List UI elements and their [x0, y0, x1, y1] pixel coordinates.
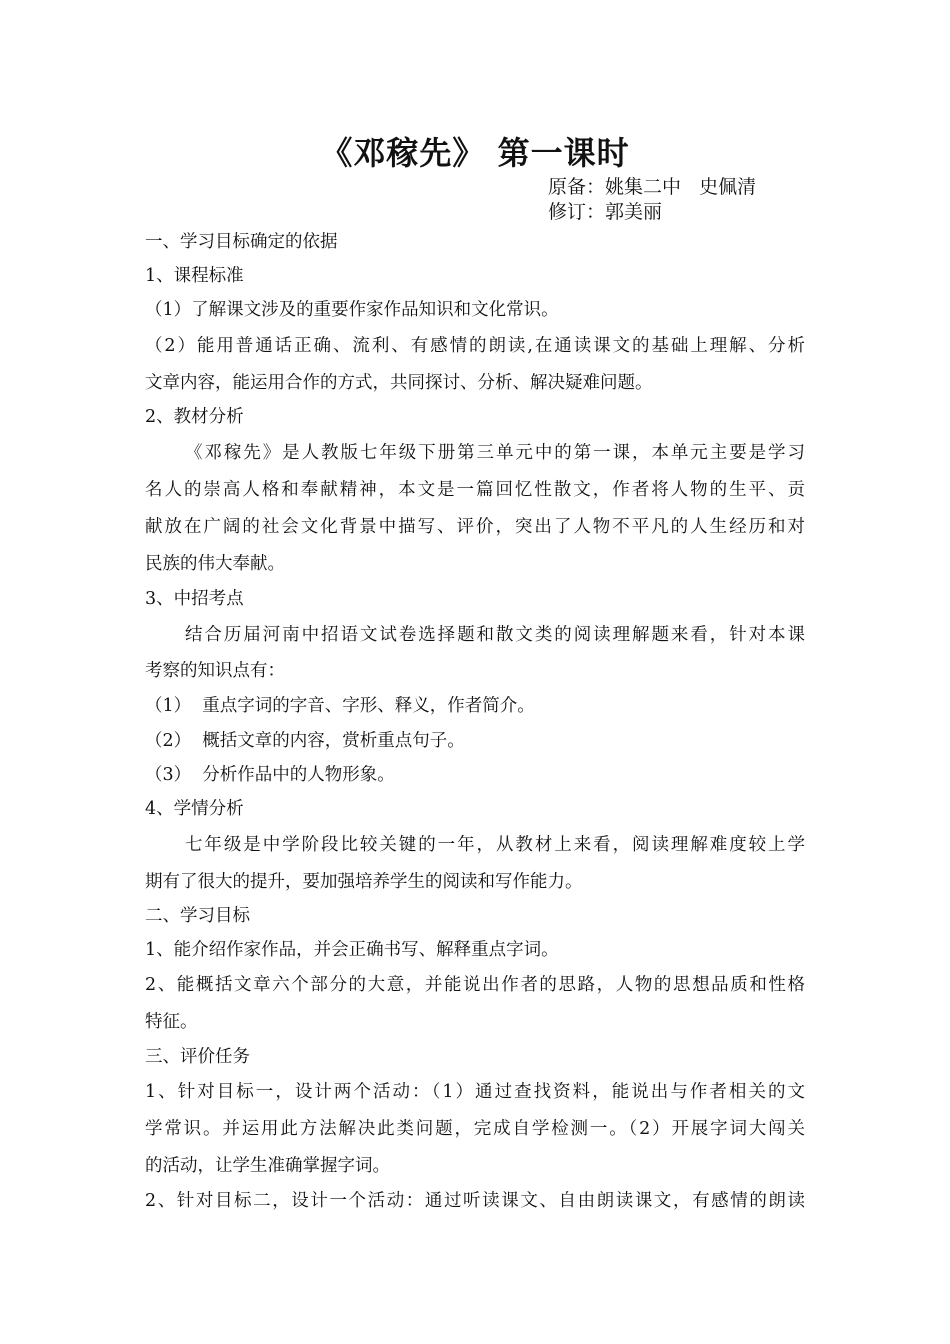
list-item: （2） 概括文章的内容，赏析重点句子。 — [145, 731, 465, 751]
subheading-curriculum: 1、课程标准 — [145, 266, 244, 286]
reviser-line: 修订：郭美丽 — [548, 201, 663, 223]
text-line: 期有了很大的提升，要加强培养学生的阅读和写作能力。 — [145, 872, 583, 892]
subheading-students: 4、学情分析 — [145, 799, 244, 819]
list-item: 2、能概括文章六个部分的大意，并能说出作者的思路，人物的思想品质和性格 — [145, 975, 805, 995]
text-line: 七年级是中学阶段比较关键的一年，从教材上来看，阅读理解难度较上学 — [185, 835, 805, 855]
author-line: 原备：姚集二中 史佩清 — [548, 176, 757, 198]
section-heading-2: 二、学习目标 — [145, 906, 250, 926]
text-line: 考察的知识点有： — [145, 661, 285, 681]
text-line: （1）了解课文涉及的重要作家作品知识和文化常识。 — [145, 300, 559, 320]
text-line: 文章内容，能运用合作的方式，共同探讨、分析、解决疑难问题。 — [145, 373, 653, 393]
text-line: 献放在广阔的社会文化背景中描写、评价，突出了人物不平凡的人生经历和对 — [145, 517, 805, 537]
text-line: 名人的崇高人格和奉献精神，本文是一篇回忆性散文，作者将人物的生平、贡 — [145, 480, 805, 500]
text-line: 民族的伟大奉献。 — [145, 554, 285, 574]
text-line: 学常识。并运用此方法解决此类问题，完成自学检测一。（2）开展字词大闯关 — [145, 1119, 805, 1139]
page-title: 《邓稼先》 第一课时 — [320, 134, 630, 172]
subheading-exam: 3、中招考点 — [145, 589, 244, 609]
text-line: （2）能用普通话正确、流利、有感情的朗读,在通读课文的基础上理解、分析 — [145, 336, 805, 356]
list-item: 1、针对目标一，设计两个活动：（1）通过查找资料，能说出与作者相关的文 — [145, 1082, 805, 1102]
list-item: 2、针对目标二，设计一个活动：通过听读课文、自由朗读课文，有感情的朗读 — [145, 1191, 805, 1211]
text-line: 特征。 — [145, 1012, 198, 1032]
list-item: （1） 重点字词的字音、字形、释义，作者简介。 — [145, 696, 535, 716]
text-line: 结合历届河南中招语文试卷选择题和散文类的阅读理解题来看，针对本课 — [185, 625, 805, 645]
subheading-textbook: 2、教材分析 — [145, 407, 244, 427]
text-line: 《邓稼先》是人教版七年级下册第三单元中的第一课，本单元主要是学习 — [185, 443, 805, 463]
list-item: 1、能介绍作家作品，并会正确书写、解释重点字词。 — [145, 940, 559, 960]
list-item: （3） 分析作品中的人物形象。 — [145, 765, 395, 785]
text-line: 的活动，让学生准确掌握字词。 — [145, 1156, 390, 1176]
section-heading-1: 一、学习目标确定的依据 — [145, 232, 338, 252]
section-heading-3: 三、评价任务 — [145, 1047, 250, 1067]
